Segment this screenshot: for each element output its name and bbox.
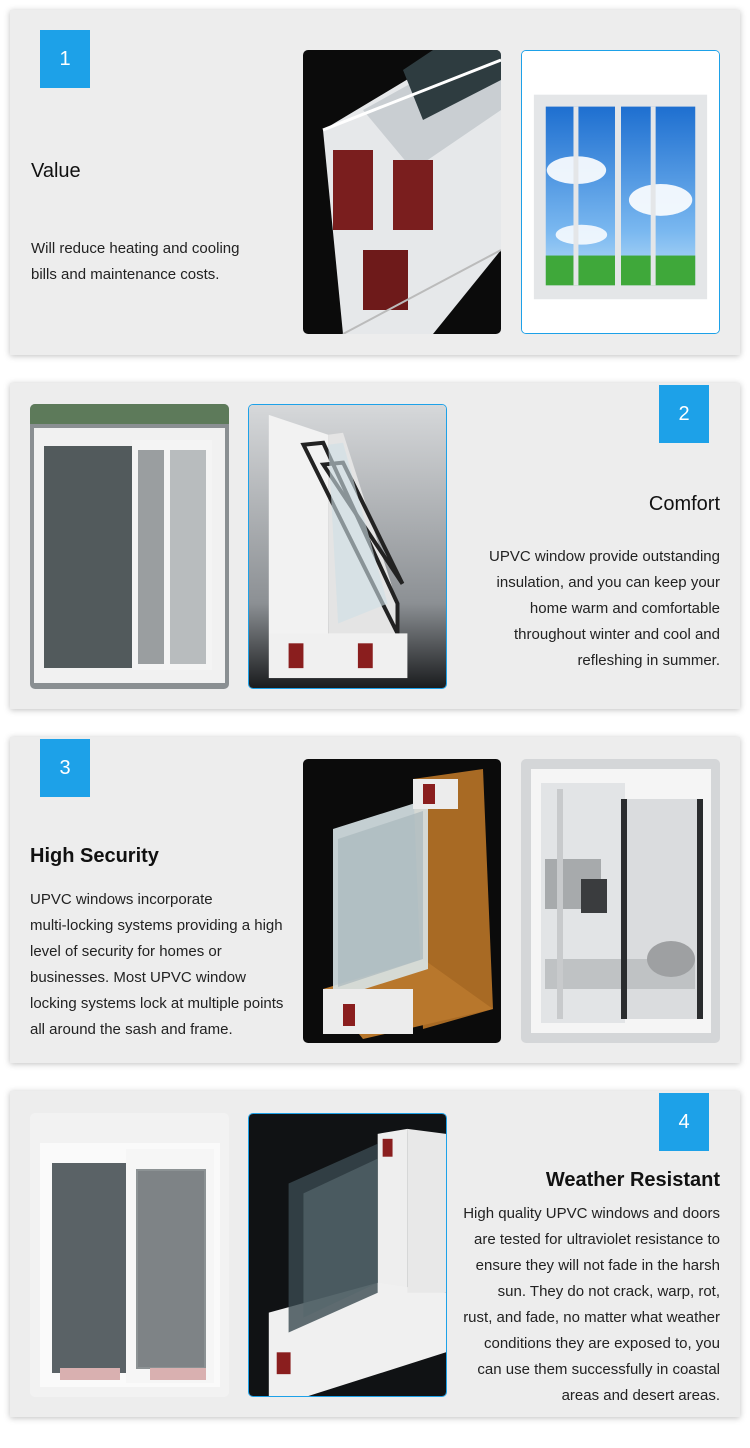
description-line: insulation, and you can keep your	[496, 574, 720, 591]
description-line: High quality UPVC windows and doors	[463, 1205, 720, 1222]
description-line: sun. They do not crack, warp, rot,	[497, 1283, 720, 1300]
description-line: refleshing in summer.	[577, 652, 720, 669]
description-line: level of security for homes or	[30, 943, 222, 960]
white-sliding-window-screen-image	[30, 1113, 229, 1397]
description-line: can use them successfully in coastal	[477, 1361, 720, 1378]
section-title: Weather Resistant	[545, 1169, 720, 1191]
description-line: Will reduce heating and cooling	[31, 240, 240, 257]
sliding-patio-door-living-room-image	[521, 759, 720, 1043]
section-description	[489, 544, 720, 674]
section-description	[463, 1201, 720, 1409]
section-title: Comfort	[648, 493, 720, 515]
description-line: ensure they will not fade in the harsh	[475, 1257, 720, 1274]
description-line: areas and desert areas.	[561, 1387, 720, 1404]
description-line: UPVC window provide outstanding	[489, 548, 720, 565]
description-line: businesses. Most UPVC window	[30, 969, 246, 986]
upvc-profile-cross-section-image	[303, 50, 501, 334]
sliding-window-with-screen-image	[30, 404, 229, 689]
section-title: High Security	[30, 845, 159, 867]
section-title: Value	[31, 160, 81, 182]
white-upvc-triple-glazing-profile-image	[248, 1113, 447, 1397]
description-line: locking systems lock at multiple points	[30, 995, 284, 1012]
description-line: rust, and fade, no matter what weather	[463, 1309, 720, 1326]
description-line: are tested for ultraviolet resistance to	[474, 1231, 720, 1248]
description-line: UPVC windows incorporate	[30, 891, 213, 908]
section-card-comfort	[10, 383, 740, 709]
wood-grain-upvc-profile-image	[303, 759, 501, 1043]
sliding-window-sky-view-image	[521, 50, 720, 334]
section-number-badge: 4	[659, 1093, 709, 1151]
description-line: home warm and comfortable	[529, 600, 720, 617]
section-card-high-security	[10, 737, 740, 1063]
description-line: bills and maintenance costs.	[31, 266, 220, 283]
description-line: all around the sash and frame.	[30, 1021, 233, 1038]
description-line: multi-locking systems providing a high	[30, 917, 283, 934]
section-number-badge: 2	[659, 385, 709, 443]
section-card-weather-resistant	[10, 1091, 740, 1417]
section-description	[30, 887, 283, 1043]
section-number-badge: 3	[40, 739, 90, 797]
upvc-double-glazing-corner-image	[248, 404, 447, 689]
section-description	[31, 236, 239, 288]
description-line: conditions they are exposed to, you	[484, 1335, 720, 1352]
section-number-badge: 1	[40, 30, 90, 88]
description-line: throughout winter and cool and	[514, 626, 720, 643]
section-card-value	[10, 10, 740, 355]
